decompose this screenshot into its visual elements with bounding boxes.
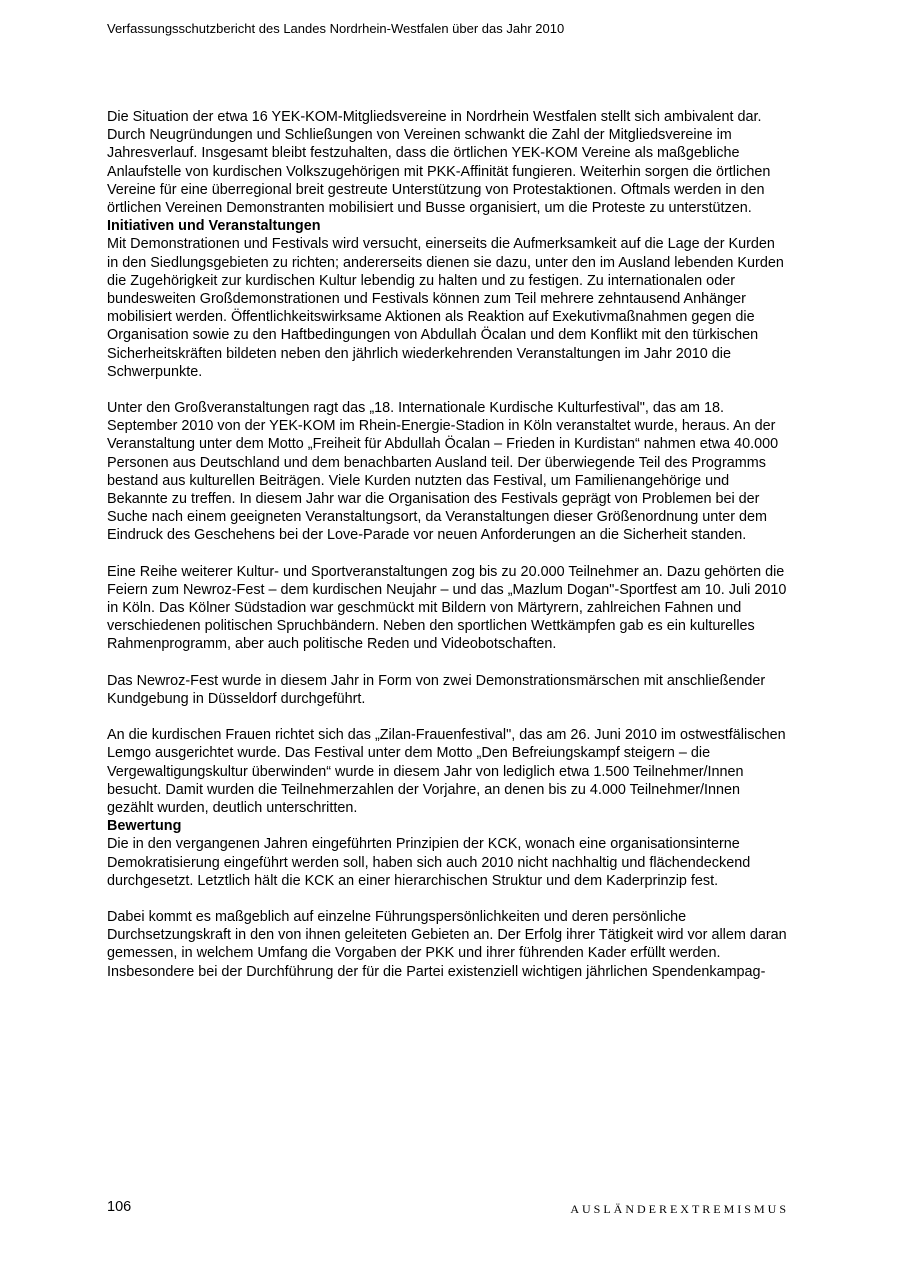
page-number: 106 bbox=[107, 1199, 132, 1215]
paragraph: Mit Demonstrationen und Festivals wird versucht, einerseits die Aufmerksamkeit auf die Lage der Kurden in den Siedlungsgebieten zu richten; andererseits dienen sie dazu, unter den im Ausland lebenden Kurden die Zugehörigkeit zur kurdischen Kultur lebendig zu halten und zu festigen. Zu internationalen oder bundesweiten Großdemonstrationen und Festivals können zum Teil mehrere zehntausend Anhänger mobilisiert werden. Öffentlichkeitswirksame Aktionen als Reaktion auf Exekutivmaßnahmen gegen die Organisation sowie zu den Haftbedingungen von Abdullah Öcalan und dem Konflikt mit den türkischen Sicherheitskräften bildeten neben den jährlich wiederkehrenden Veranstaltungen im Jahr 2010 die Schwerpunkte. bbox=[107, 236, 784, 380]
paragraph: Eine Reihe weiterer Kultur- und Sportveranstaltungen zog bis zu 20.000 Teilnehmer an. Dazu gehörten die Feiern zum Newroz-Fest – dem kurdischen Neujahr – und das „Mazlum Dogan"-Sportfest am 10. Juli 2010 in Köln. Das Kölner Südstadion war geschmückt mit Bildern von Märtyrern, zahlreichen Fahnen und verschiedenen politischen Spruchbändern. Neben den sportlichen Wettkämpfen gab es ein kulturelles Rahmenprogramm, aber auch politische Reden und Videobotschaften. bbox=[107, 563, 787, 653]
paragraph: Dabei kommt es maßgeblich auf einzelne Führungspersönlichkeiten und deren persönliche Durchsetzungskraft in den von ihnen geleiteten Gebieten an. Der Erfolg ihrer Tätigkeit wird vor allem daran gemessen, in welchem Umfang die Vorgaben der PKK und ihrer führenden Kader erfüllt werden. Insbesondere bei der Durchführung der für die Partei existenziell wichtigen jährlichen Spendenkampag- bbox=[107, 908, 787, 980]
section-heading-initiatives: Initiativen und Veranstaltungen bbox=[107, 218, 321, 235]
section-footer: AUSLÄNDEREXTREMISMUS bbox=[570, 1202, 789, 1216]
paragraph: Unter den Großveranstaltungen ragt das „18. Internationale Kurdische Kulturfestival", das am 18. September 2010 von der YEK-KOM im Rhein-Energie-Stadion in Köln veranstaltet wurde, heraus. An der Veranstaltung unter dem Motto „Freiheit für Abdullah Öcalan – Frieden in Kurdistan“ nahmen etwa 40.000 Personen aus Deutschland und dem benachbarten Ausland teil. Der überwiegende Teil des Programms bestand aus kulturellen Beiträgen. Viele Kurden nutzten das Festival, um Familienangehörige und Bekannte zu treffen. In diesem Jahr war die Organisation des Festivals geprägt von Problemen bei der Suche nach einem geeigneten Veranstaltungsort, da Veranstaltungen dieser Größenordnung unter dem Eindruck des Geschehens bei der Love-Parade vor neuen Anforderungen an die Sicherheit standen. bbox=[107, 400, 779, 544]
section-heading-assessment: Bewertung bbox=[107, 818, 182, 835]
intro-paragraph: Die Situation der etwa 16 YEK-KOM-Mitgliedsvereine in Nordrhein Westfalen stellt sich ambivalent dar. Durch Neugründungen und Schließungen von Vereinen schwankt die Zahl der Mitgliedsvereine im Jahresverlauf. Insgesamt bleibt festzuhalten, dass die örtlichen YEK-KOM Vereine als maßgebliche Anlaufstelle von kurdischen Volkszugehörigen mit PKK-Affinität fungieren. Weiterhin sorgen die örtlichen Vereine für eine überregional breit gestreute Unterstützung von Protestaktionen. Oftmals werden in den örtlichen Vereinen Demonstranten mobilisiert und Busse organisiert, um die Proteste zu unterstützen. bbox=[107, 109, 771, 217]
paragraph: Die in den vergangenen Jahren eingeführten Prinzipien der KCK, wonach eine organisationsinterne Demokratisierung eingeführt werden soll, haben sich auch 2010 nicht nachhaltig und flächendeckend durchgesetzt. Letztlich hält die KCK an einer hierarchischen Struktur und dem Kaderprinzip fest. bbox=[107, 836, 751, 889]
paragraph: An die kurdischen Frauen richtet sich das „Zilan-Frauenfestival", das am 26. Juni 2010 im ostwestfälischen Lemgo ausgerichtet wurde. Das Festival unter dem Motto „Den Befreiungskampf steigern – die Vergewaltigungskultur überwinden“ wurde in diesem Jahr von lediglich etwa 1.500 Teilnehmer/Innen besucht. Damit wurden die Teilnehmerzahlen der Vorjahre, an denen bis zu 4.000 Teilnehmer/Innen gezählt wurden, deutlich unterschritten. bbox=[107, 727, 786, 816]
paragraph: Das Newroz-Fest wurde in diesem Jahr in Form von zwei Demonstrationsmärschen mit anschließender Kundgebung in Düsseldorf durchgeführt. bbox=[107, 672, 766, 707]
body-text bbox=[107, 108, 787, 981]
running-header: Verfassungsschutzbericht des Landes Nordrhein-Westfalen über das Jahr 2010 bbox=[107, 21, 565, 36]
